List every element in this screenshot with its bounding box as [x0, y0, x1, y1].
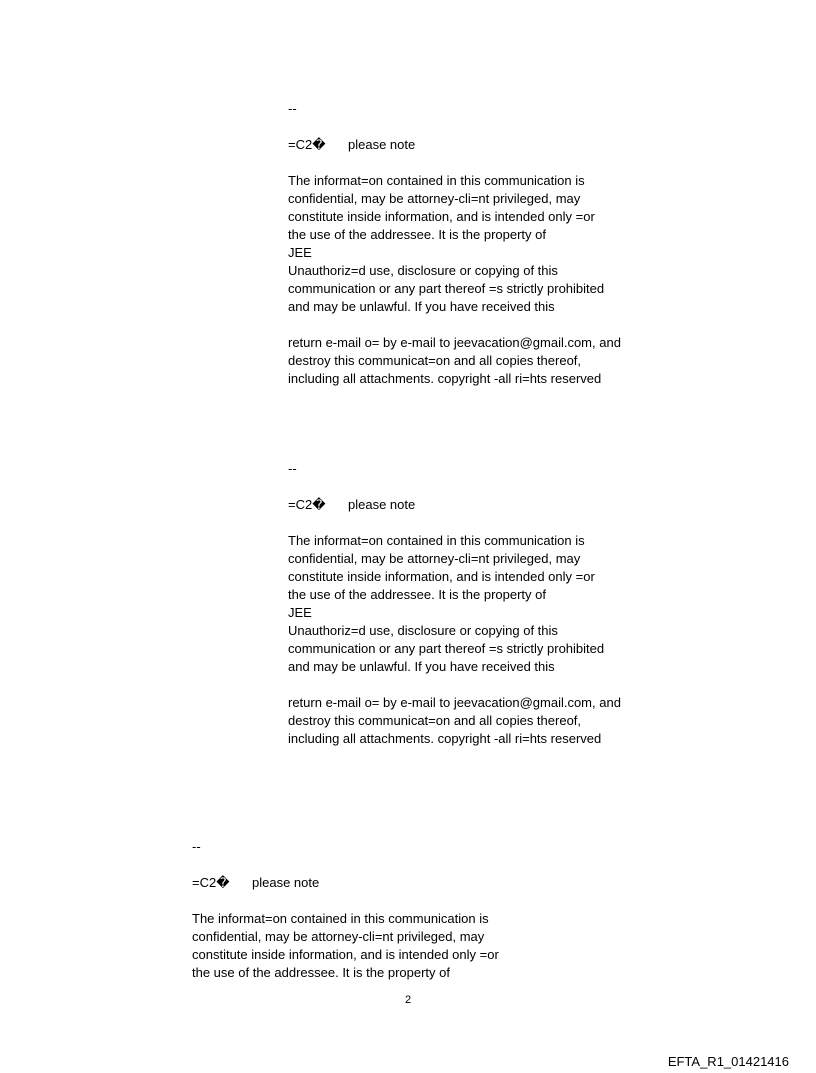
text-line: JEE [288, 245, 312, 260]
text-line: destroy this communicat=on and all copies thereof, [288, 353, 582, 368]
note-label: please note [252, 875, 320, 890]
note-heading [288, 496, 621, 514]
separator: -- [288, 101, 297, 116]
disclaimer-block-3 [192, 838, 499, 982]
text-line: confidential, may be attorney-cli=nt privileged, may [192, 929, 485, 944]
text-line: the use of the addressee. It is the property of [192, 965, 450, 980]
text-line: and may be unlawful. If you have received this [288, 659, 555, 674]
separator: -- [192, 839, 201, 854]
document-id: EFTA_R1_01421416 [667, 1054, 789, 1069]
disclaimer-block-1 [288, 100, 621, 388]
page-number: 2 [404, 994, 412, 1006]
text-line: the use of the addressee. It is the property of [288, 587, 546, 602]
note-code: =C2� [288, 137, 326, 152]
text-line: including all attachments. copyright -all ri=hts reserved [288, 371, 602, 386]
note-label: please note [348, 497, 416, 512]
text-line: return e-mail o= by e-mail to jeevacation@gmail.com, and [288, 695, 621, 710]
text-line: Unauthoriz=d use, disclosure or copying of this [288, 623, 558, 638]
text-line: constitute inside information, and is intended only =or [288, 209, 595, 224]
text-line: destroy this communicat=on and all copies thereof, [288, 713, 582, 728]
text-line: The informat=on contained in this communication is [192, 911, 489, 926]
note-heading [192, 874, 499, 892]
text-line: Unauthoriz=d use, disclosure or copying of this [288, 263, 558, 278]
text-line: including all attachments. copyright -all ri=hts reserved [288, 731, 602, 746]
note-code: =C2� [192, 875, 230, 890]
text-line: return e-mail o= by e-mail to jeevacation@gmail.com, and [288, 335, 621, 350]
text-line: confidential, may be attorney-cli=nt privileged, may [288, 191, 581, 206]
text-line: confidential, may be attorney-cli=nt privileged, may [288, 551, 581, 566]
text-line: communication or any part thereof =s strictly prohibited [288, 281, 605, 296]
disclaimer-block-2 [288, 460, 621, 748]
note-label: please note [348, 137, 416, 152]
text-line: JEE [288, 605, 312, 620]
text-line: The informat=on contained in this communication is [288, 173, 585, 188]
text-line: the use of the addressee. It is the property of [288, 227, 546, 242]
text-line: The informat=on contained in this communication is [288, 533, 585, 548]
text-line: communication or any part thereof =s strictly prohibited [288, 641, 605, 656]
separator: -- [288, 461, 297, 476]
note-code: =C2� [288, 497, 326, 512]
text-line: and may be unlawful. If you have received this [288, 299, 555, 314]
text-line: constitute inside information, and is intended only =or [192, 947, 499, 962]
text-line: constitute inside information, and is intended only =or [288, 569, 595, 584]
note-heading [288, 136, 621, 154]
